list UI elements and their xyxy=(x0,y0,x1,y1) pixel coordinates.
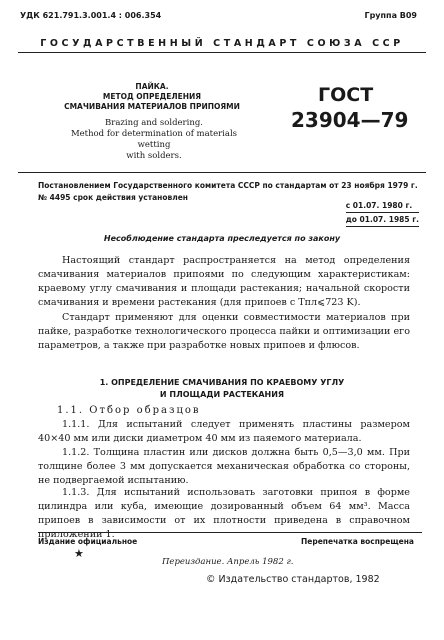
title-ru-line: МЕТОД ОПРЕДЕЛЕНИЯ xyxy=(102,92,202,101)
section-heading-line: И ПЛОЩАДИ РАСТЕКАНИЯ xyxy=(159,390,285,399)
title-ru-line: СМАЧИВАНИЯ МАТЕРИАЛОВ ПРИПОЯМИ xyxy=(64,102,240,111)
date-to: до 01.07. 1985 г. xyxy=(346,214,419,227)
section-heading xyxy=(0,377,444,401)
paragraph-1-1-2: 1.1.2. Толщина пластин или дисков должна быть 0,5—3,0 мм. При толщине более 3 мм допускается механическая обработка со стороны, не подвергаемой испытанию. xyxy=(38,447,410,486)
middle-divider xyxy=(18,172,426,173)
section-heading-line: 1. ОПРЕДЕЛЕНИЕ СМАЧИВАНИЯ ПО КРАЕВОМУ УГЛУ xyxy=(99,378,345,387)
top-divider xyxy=(18,52,426,53)
title-english xyxy=(62,118,246,162)
gost-number: 23904—79 xyxy=(291,108,409,132)
validity-dates xyxy=(346,200,419,228)
title-russian xyxy=(62,82,242,112)
intro-paragraph: Настоящий стандарт распространяется на метод определения смачивания материалов припоями по следующим характеристикам: краевому углу смачивания и площади растекания; начальной скорости смачивания и времени растекания (для припоев с Tпл⩽723 K). xyxy=(38,255,410,308)
publisher-copyright: © Издательство стандартов, 1982 xyxy=(206,574,380,585)
group-code: Группа В09 xyxy=(364,11,417,20)
paragraph-1-1-1: 1.1.1. Для испытаний следует применять пластины размером 40×40 мм или диски диаметром 40 мм из паяемого материала. xyxy=(38,419,410,444)
paragraph-1-1-3: 1.1.3. Для испытаний использовать заготовки припоя в форме цилиндра или куба, имеющие дозированный объем 64 мм³. Масса припоев в зависимости от их плотности приведена в справочном приложении 1. xyxy=(38,487,410,540)
no-reprint-notice: Перепечатка воспрещена xyxy=(300,537,414,546)
gost-label: ГОСТ xyxy=(318,84,374,106)
decree-text: Постановлением Государственного комитета СССР по стандартам от 23 ноября 1979 г. № 4495 срок действия установлен xyxy=(38,181,418,202)
official-edition: Издание официальное xyxy=(38,537,138,546)
title-en-line: Method for determination of materials wetting xyxy=(70,129,238,150)
bottom-divider xyxy=(38,532,422,533)
title-en-line: Brazing and soldering. xyxy=(105,118,203,128)
legal-notice: Несоблюдение стандарта преследуется по закону xyxy=(103,234,341,243)
title-en-line: with solders. xyxy=(126,151,182,161)
standard-banner: ГОСУДАРСТВЕННЫЙ СТАНДАРТ СОЮЗА ССР xyxy=(40,38,404,49)
udk-code: УДК 621.791.3.001.4 : 006.354 xyxy=(20,11,162,20)
application-paragraph: Стандарт применяют для оценки совместимости материалов при пайке, разработке технологического процесса пайки и оптимизации его параметров, а также при разработке новых припоев и флюсов. xyxy=(38,312,410,351)
star-icon: ★ xyxy=(74,547,84,560)
title-ru-line: ПАЙКА. xyxy=(135,82,169,91)
reissue-note: Переиздание. Апрель 1982 г. xyxy=(162,557,294,567)
subsection-heading: 1.1. Отбор образцов xyxy=(57,405,201,416)
date-from: с 01.07. 1980 г. xyxy=(346,200,419,213)
